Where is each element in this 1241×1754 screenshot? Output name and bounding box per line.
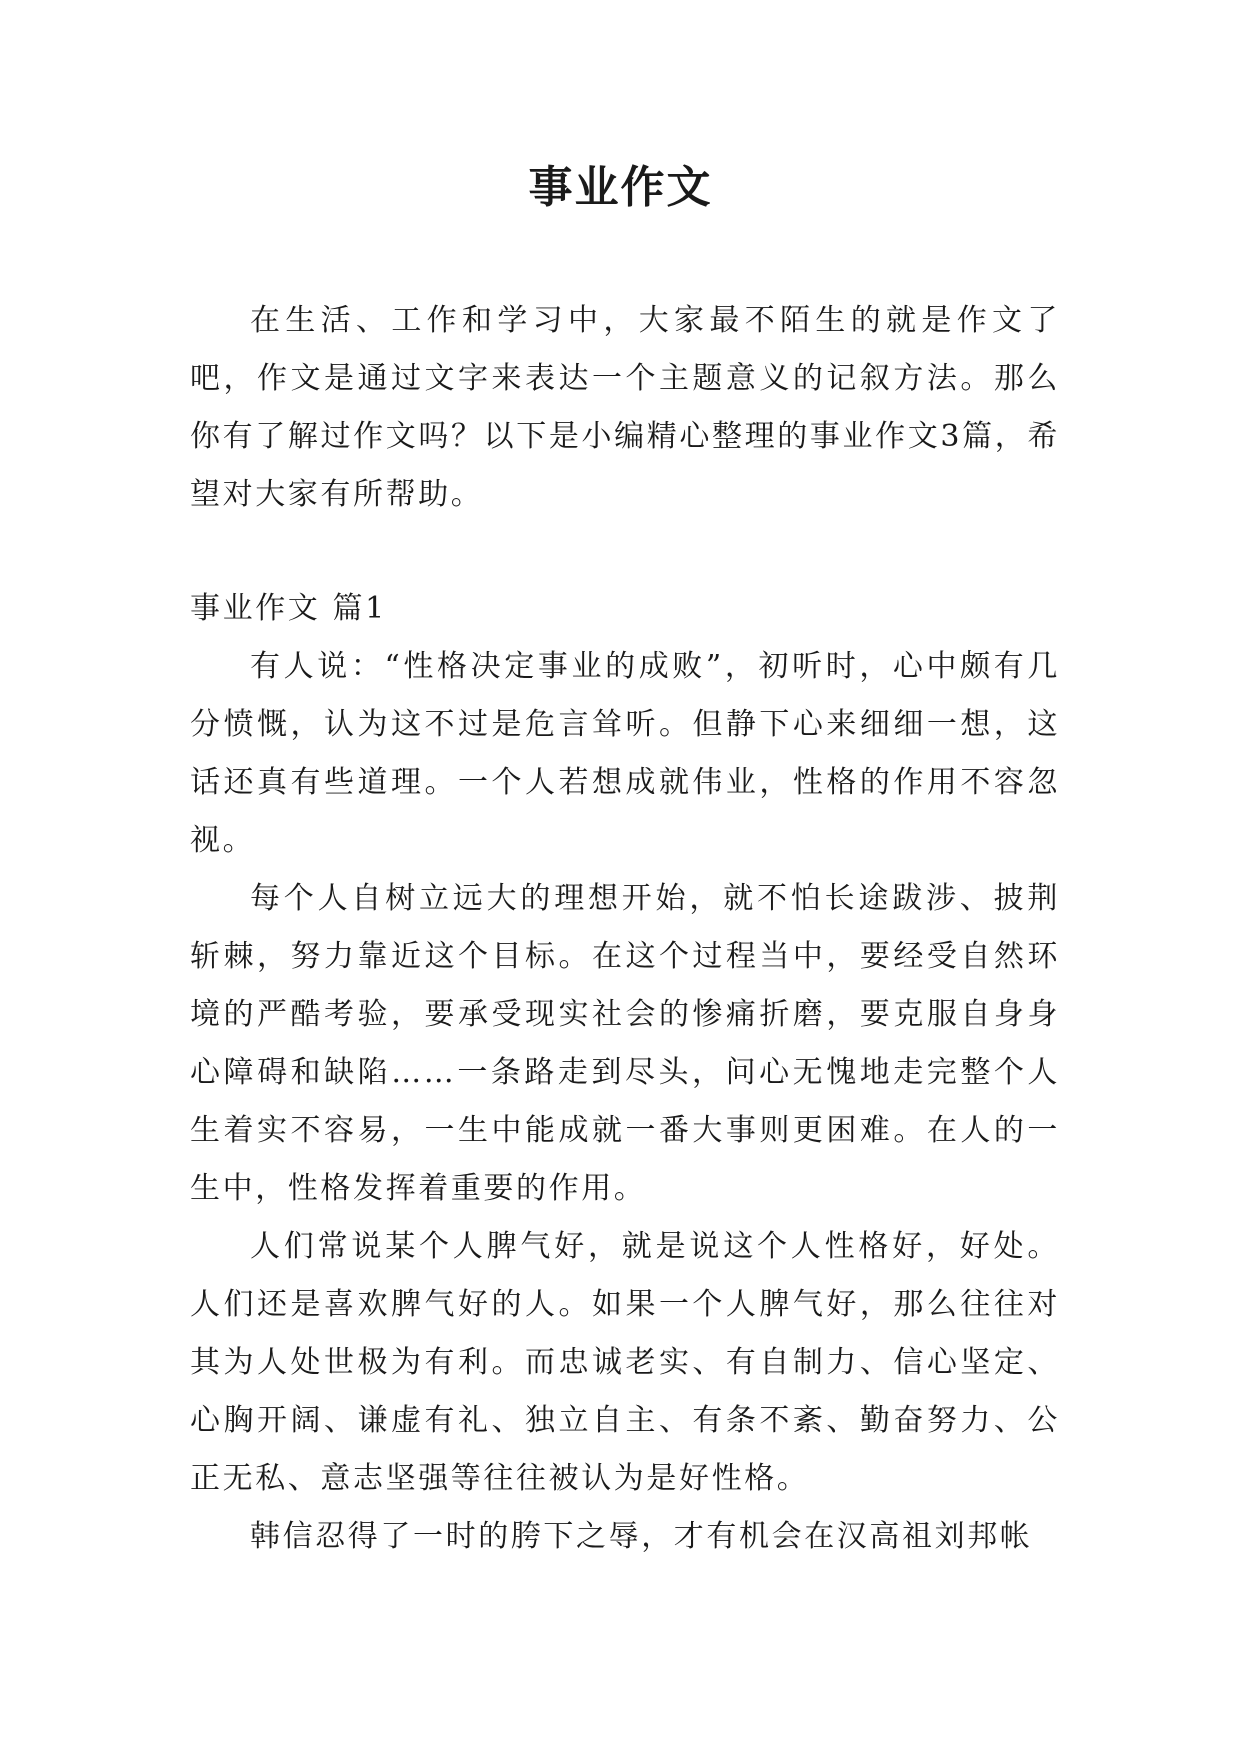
body-paragraph: 韩信忍得了一时的胯下之辱，才有机会在汉高祖刘邦帐 <box>250 1519 1033 1554</box>
section-heading: 事业作文 篇1 <box>190 591 387 626</box>
body-paragraph: 每个人自树立远大的理想开始，就不怕长途跋涉、披荆斩棘，努力靠近这个目标。在这个过程当中，要经受自然环境的严酷考验，要承受现实社会的惨痛折磨，要克服自身身心障碍和缺陷……一条路走到尽头，问心无愧地走完整个人生着实不容易，一生中能成就一番大事则更困难。在人的一生中，性格发挥着重要的作用。 <box>190 881 1060 1206</box>
body-paragraph: 人们常说某个人脾气好，就是说这个人性格好，好处。人们还是喜欢脾气好的人。如果一个人脾气好，那么往往对其为人处世极为有利。而忠诚老实、有自制力、信心坚定、心胸开阔、谦虚有礼、独立自主、有条不紊、勤奋努力、公正无私、意志坚强等往往被认为是好性格。 <box>190 1229 1060 1496</box>
intro-block <box>190 292 1060 524</box>
body-paragraph: 有人说：“性格决定事业的成败”，初听时，心中颇有几分愤慨，认为这不过是危言耸听。但静下心来细细一想，这话还真有些道理。一个人若想成就伟业，性格的作用不容忽视。 <box>190 649 1060 858</box>
document-title: 事业作文 <box>528 162 713 213</box>
section-body <box>190 638 1060 1566</box>
intro-paragraph: 在生活、工作和学习中，大家最不陌生的就是作文了吧，作文是通过文字来表达一个主题意义的记叙方法。那么你有了解过作文吗？以下是小编精心整理的事业作文3篇，希望对大家有所帮助。 <box>190 303 1060 512</box>
